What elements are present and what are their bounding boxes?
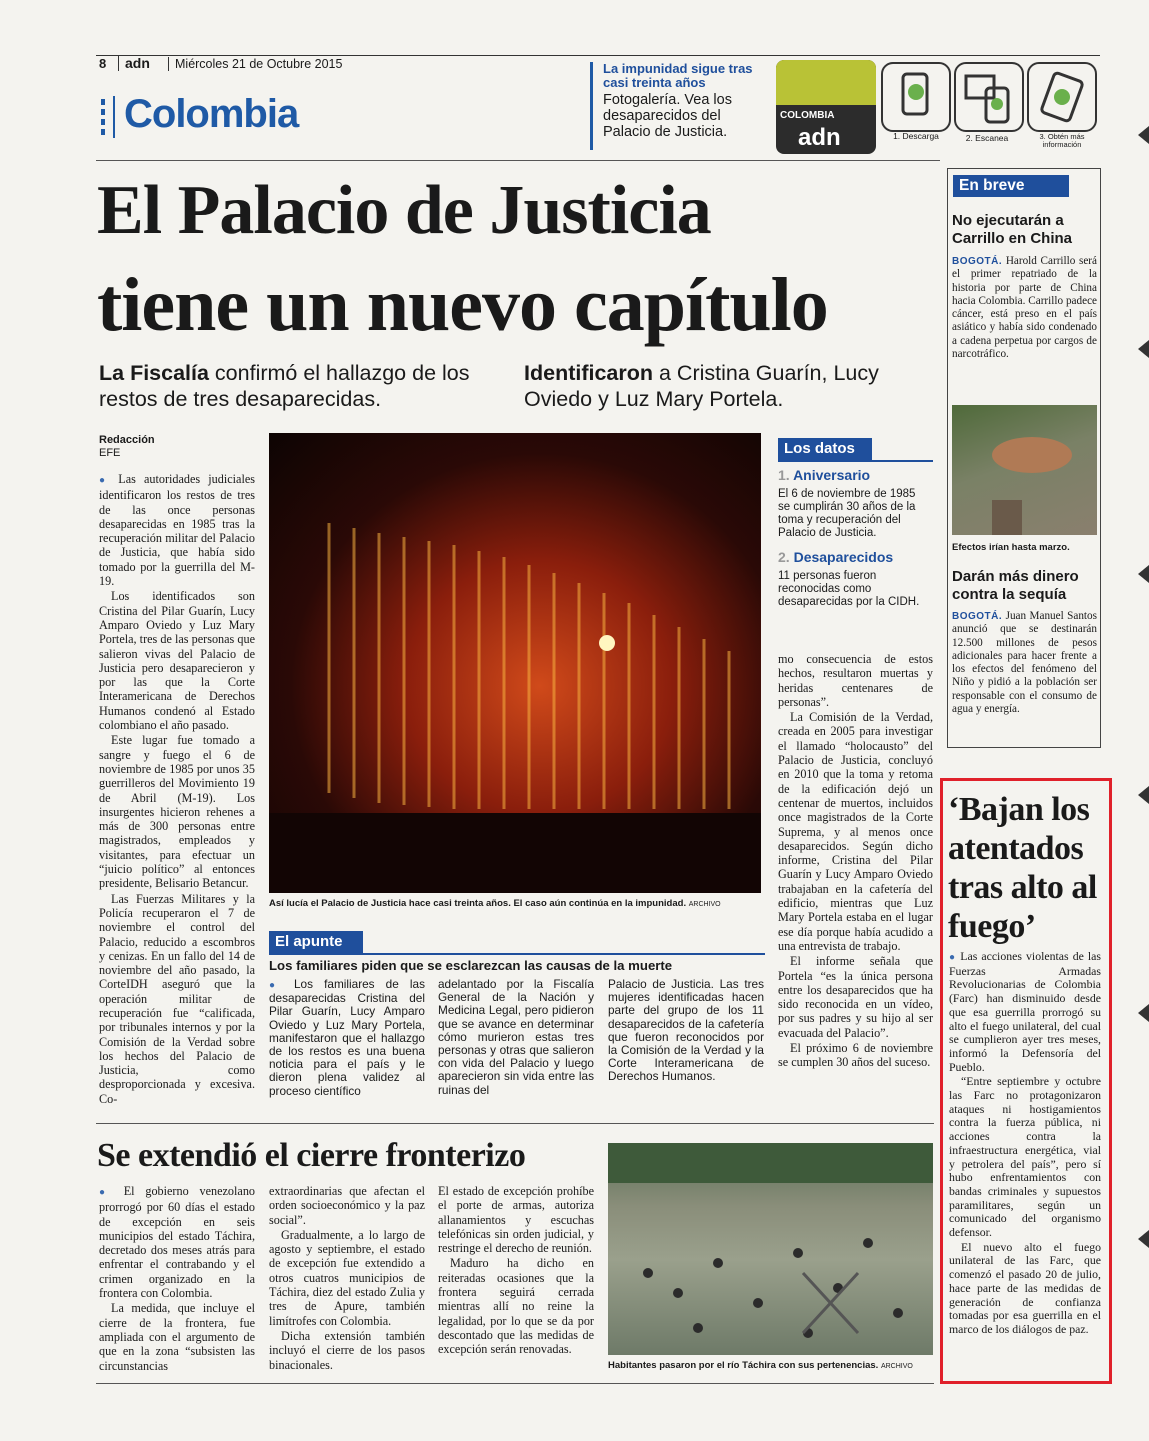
main-col4-p3: El informe señala que Portela “es la única persona entre los desaparecidos que ha sido reconocida en un vídeo, por sus padres y su hijo al ser evacuada del Palacio”. bbox=[778, 954, 933, 1040]
datos-item2-num: 2. bbox=[778, 549, 790, 565]
phone-download-icon bbox=[881, 62, 951, 132]
main-photo-caption-text: Así lucía el Palacio de Justicia hace casi treinta años. El caso aún continúa en la impunidad. bbox=[269, 898, 687, 909]
edge-marker-icon bbox=[1138, 340, 1149, 358]
breve-item1-dateline: BOGOTÁ. bbox=[952, 256, 1003, 267]
en-breve-tag: En breve bbox=[953, 175, 1069, 197]
border-col1-p1 bbox=[99, 1184, 255, 1300]
phone-scan-icon bbox=[954, 62, 1024, 132]
header-rule bbox=[96, 160, 940, 161]
section-title: Colombia bbox=[124, 92, 299, 136]
badge-top bbox=[776, 60, 876, 105]
main-photo-caption bbox=[269, 898, 769, 909]
step-1: 1. Descarga bbox=[893, 131, 939, 141]
edge-marker-icon bbox=[1138, 126, 1149, 144]
drought-hand-graphic bbox=[952, 405, 1097, 535]
main-col4-p2: La Comisión de la Verdad, creada en 2005 para investigar el llamado “holocausto” del Palacio de Justicia, concluyó en 2010 que la toma y retoma de la edificación dejó un centenar de muertos, incluidos once magistrados de la Corte Suprema, y al menos once desaparecidos. Según dicho informe, Cristina del Pilar Guarín y Lucy Amparo Oviedo trabajaban en la cafetería del edificio, mientras que Luz Mary Portela estaba en el lugar ese día porque había acudido a una entrevista de trabajo. bbox=[778, 710, 933, 953]
breve-item1-title: No ejecutarán a Carrillo en China bbox=[952, 212, 1073, 247]
palace-fire-photo bbox=[269, 433, 761, 893]
main-col1-p3: Este lugar fue tomado a sangre y fuego el 6 de noviembre de 1985 por unos 35 guerrilleros del Movimiento 19 de Abril (M-19). Los insurgentes hicieron rehenes a más de 300 personas entre magistrados, empleados y visitantes, para efectuar un “juicio político” al entonces presidente, Belisario Betancur. bbox=[99, 733, 255, 891]
byline: Redacción bbox=[99, 434, 155, 446]
farc-p2: “Entre septiembre y octubre las Farc no protagonizaron ataques ni hostigamientos contra la fuerza pública, ni acciones contra la infraestructura energética, vial y petrolera del país”, pero sí hubo enfrentamientos con bandas criminales y supuestos paramilitares, según un comunicado del organismo defensor. bbox=[949, 1074, 1101, 1240]
main-col1-p4: Las Fuerzas Militares y la Policía recuperaron el 7 de noviembre el control del Palacio, reducido a escombros y cenizas. En un fallo del 14 de noviembre del año pasado, la CorteIDH aseguró que la operación militar de recuperación fue “calificada, por tribunales internos y por la Comisión de la Verdad sobre los hechos del Palacio de Justicia, como desproporcionada y excesiva. Co- bbox=[99, 891, 255, 1106]
border-col2-p1: extraordinarias que afectan el orden socioeconómico y la paz social”. bbox=[269, 1184, 425, 1227]
datos-rule bbox=[778, 460, 933, 462]
step-2: 2. Escanea bbox=[965, 133, 1009, 143]
farc-p3: El nuevo alto el fuego unilateral de las Farc, que comenzó el pasado 20 de julio, hace parte de las medidas de generación de confianza tomadas por esa guerrilla en el marco de los diálogos de paz. bbox=[949, 1239, 1101, 1336]
border-photo-caption-text: Habitantes pasaron por el río Táchira con sus pertenencias. bbox=[608, 1360, 879, 1371]
main-headline-line1: El Palacio de Justicia bbox=[97, 172, 711, 249]
apunte-col1-text: Los familiares de las desaparecidas Cristina del Pilar Guarín, Lucy Amparo Oviedo y Luz Mary Portela, manifestaron que el hallazgo de los restos es una buena noticia para el país y le dieron plena validez al proceso científico bbox=[269, 977, 425, 1098]
farc-p1 bbox=[949, 950, 1101, 1074]
section-bar bbox=[113, 96, 115, 138]
datos-item2-text: 11 personas fueron reconocidas como desaparecidas por la CIDH. bbox=[778, 570, 920, 608]
bullet-icon: ● bbox=[99, 475, 111, 486]
datos-item2-title bbox=[778, 549, 893, 565]
river-crossing-photo bbox=[608, 1143, 933, 1355]
edge-marker-icon bbox=[1138, 565, 1149, 583]
breve-item1-body: Harold Carrillo será el primer repatriado de la historia por parte de China hacia Colombia. Carrillo padece cáncer, está preso en el país asiático y había sido condenado a cadena perpetua por cargos de narcotráfico. bbox=[952, 255, 1097, 361]
mid-rule bbox=[96, 1123, 934, 1124]
border-col-3 bbox=[438, 1184, 594, 1358]
promo-text: Fotogalería. Vea los desaparecidos del Palacio de Justicia. bbox=[603, 92, 732, 140]
deck-left bbox=[99, 360, 509, 412]
page-number: 8 bbox=[99, 56, 107, 71]
edge-marker-icon bbox=[1138, 786, 1149, 804]
main-col4-p1: mo consecuencia de estos hechos, resultaron muertas y heridas centenares de personas”. bbox=[778, 652, 933, 709]
datos-item1-title-text: Aniversario bbox=[793, 467, 871, 483]
agency: EFE bbox=[99, 447, 121, 459]
drought-photo-caption: Efectos irían hasta marzo. bbox=[952, 542, 1070, 553]
border-photo-credit: ARCHIVO bbox=[880, 1363, 913, 1370]
border-col2-p3: Dicha extensión también incluyó el cierre de los pasos binacionales. bbox=[269, 1328, 425, 1372]
deck-right-rest: a Cristina Guarín, Lucy Oviedo y Luz Mary Portela. bbox=[524, 361, 879, 411]
step-3: 3. Obtén más información bbox=[1039, 132, 1085, 149]
border-col3-p2: Maduro ha dicho en reiteradas ocasiones que la frontera seguirá cerrada mientras allí no reine la legalidad, por lo que se da por descontado que las medidas de excepción serán renovadas. bbox=[438, 1256, 594, 1357]
apunte-col-2: adelantado por la Fiscalía General de la Nación y Medicina Legal, pero pidieron que se avance en determinar cómo murieron estas tres personas y otras que salieron con vida del Palacio y luego aparecieron sin vida entre las ruinas del bbox=[438, 977, 594, 1097]
breve-item2-body: Juan Manuel Santos anunció que se destinarán 12.500 millones de pesos adicionales para hacer frente a los efectos del fenómeno del Niño y pidió a la población ser responsable con el consumo de agua y energía. bbox=[952, 610, 1097, 716]
border-col3-p1: El estado de excepción prohíbe el porte de armas, autoriza allanamientos y escuchas telefónicas sin orden judicial, y restringe el derecho de reunión. bbox=[438, 1184, 594, 1256]
apunte-headline: Los familiares piden que se esclarezcan las causas de la muerte bbox=[269, 958, 673, 973]
apunte-tag: El apunte bbox=[269, 931, 363, 953]
bullet-icon: ● bbox=[269, 980, 283, 991]
border-col2-p2: Gradualmente, a lo largo de agosto y septiembre, el estado de excepción fue extendido a otros cuatros municipios de Táchira, diez del estado Zulia y tres de Apure, también limítrofes con Colombia. bbox=[269, 1227, 425, 1328]
datos-item2-title-text: Desaparecidos bbox=[793, 549, 894, 565]
border-col-2 bbox=[269, 1184, 425, 1373]
main-col1-p1-text: Las autoridades judiciales identificaron los restos de tres de las once personas desaparecidas en 1985 tras la recuperación militar del Palacio de Justicia, que había sido tomado por la guerrilla del M-19. bbox=[99, 472, 255, 589]
breve-item2-text bbox=[952, 610, 1097, 716]
main-col4-p4: El próximo 6 de noviembre se cumplen 30 años del suceso. bbox=[778, 1041, 933, 1070]
top-rule bbox=[96, 55, 1100, 56]
apunte-col-1 bbox=[269, 978, 425, 1098]
promo-bar bbox=[590, 62, 593, 150]
river-scene-graphic bbox=[608, 1143, 933, 1355]
border-headline: Se extendió el cierre fronterizo bbox=[97, 1137, 526, 1174]
promo-kicker: La impunidad sigue tras casi treinta años bbox=[603, 61, 753, 90]
farc-p1-text: Las acciones violentas de las Fuerzas Armadas Revolucionarias de Colombia (Farc) han disminuido desde que esa guerrilla prorrogó su alto el fuego unilateral, del cual se cumplieron ayer tres meses, informó la Defensoría del Pueblo. bbox=[949, 949, 1101, 1074]
border-col1-p2: La medida, que incluye el cierre de la frontera, fue ampliada con el argumento de que en la zona “subsisten las circunstancias bbox=[99, 1301, 255, 1373]
main-col1-p1 bbox=[99, 472, 255, 588]
deck-right-bold: Identificaron bbox=[524, 361, 654, 385]
badge-brand: adn bbox=[798, 124, 841, 151]
datos-item1-text: El 6 de noviembre de 1985 se cumplirán 30 años de la toma y recuperación del Palacio de Justicia. bbox=[778, 488, 916, 539]
section-dots bbox=[101, 99, 105, 137]
breve-item1-text bbox=[952, 255, 1097, 361]
main-photo-credit: ARCHIVO bbox=[688, 901, 721, 908]
apunte-col-3: Palacio de Justicia. Las tres mujeres identificadas hacen parte del grupo de los 11 desaparecidos de la cafetería que fueron reconocidos por la Comisión de la Verdad y la Corte Interamericana de Derechos Humanos. bbox=[608, 977, 764, 1084]
border-col-1 bbox=[99, 1184, 255, 1374]
app-badge[interactable] bbox=[776, 60, 876, 154]
breve-item2-dateline: BOGOTÁ. bbox=[952, 611, 1003, 622]
breve-item2-title: Darán más dinero contra la sequía bbox=[952, 568, 1079, 603]
datos-item1-num: 1. bbox=[778, 467, 790, 483]
palace-columns-graphic bbox=[269, 433, 761, 893]
bullet-icon: ● bbox=[99, 1187, 113, 1198]
badge-country: COLOMBIA bbox=[780, 110, 835, 121]
main-col-4 bbox=[778, 652, 933, 1071]
page-date: Miércoles 21 de Octubre 2015 bbox=[168, 57, 342, 71]
bottom-rule bbox=[96, 1383, 934, 1384]
bullet-icon: ● bbox=[949, 952, 957, 963]
border-col1-p1-text: El gobierno venezolano prorrogó por 60 días el estado de excepción en seis municipios del estado Táchira, decretado dos meses atrás para enfrentar el contrabando y el crimen organizado en la frontera con Colombia. bbox=[99, 1184, 256, 1301]
border-photo-caption bbox=[608, 1360, 938, 1371]
edge-marker-icon bbox=[1138, 1230, 1149, 1248]
deck-left-bold: La Fiscalía bbox=[99, 361, 209, 385]
apunte-rule bbox=[269, 953, 765, 955]
main-col-1 bbox=[99, 472, 255, 1107]
deck-right bbox=[524, 360, 924, 412]
phone-info-icon bbox=[1027, 62, 1097, 132]
main-headline-line2: tiene un nuevo capítulo bbox=[97, 263, 828, 347]
farc-body bbox=[949, 950, 1101, 1338]
edge-marker-icon bbox=[1138, 1004, 1149, 1022]
farc-headline: ‘Bajan los atentados tras alto al fuego’ bbox=[948, 791, 1097, 945]
datos-tag: Los datos bbox=[778, 438, 872, 460]
brand-logo: adn bbox=[118, 55, 150, 71]
datos-item1-title bbox=[778, 467, 870, 483]
deck-left-rest: confirmó el hallazgo de los restos de tres desaparecidas. bbox=[99, 361, 470, 411]
drought-photo bbox=[952, 405, 1097, 535]
main-col1-p2: Los identificados son Cristina del Pilar Guarín, Lucy Amparo Oviedo y Luz Mary Portela, tres de las personas que salieron vivas del Palacio de Justicia pero desaparecieron y por las que la Corte Interamericana de Derechos Humanos condenó al Estado colombiano el año pasado. bbox=[99, 589, 255, 733]
